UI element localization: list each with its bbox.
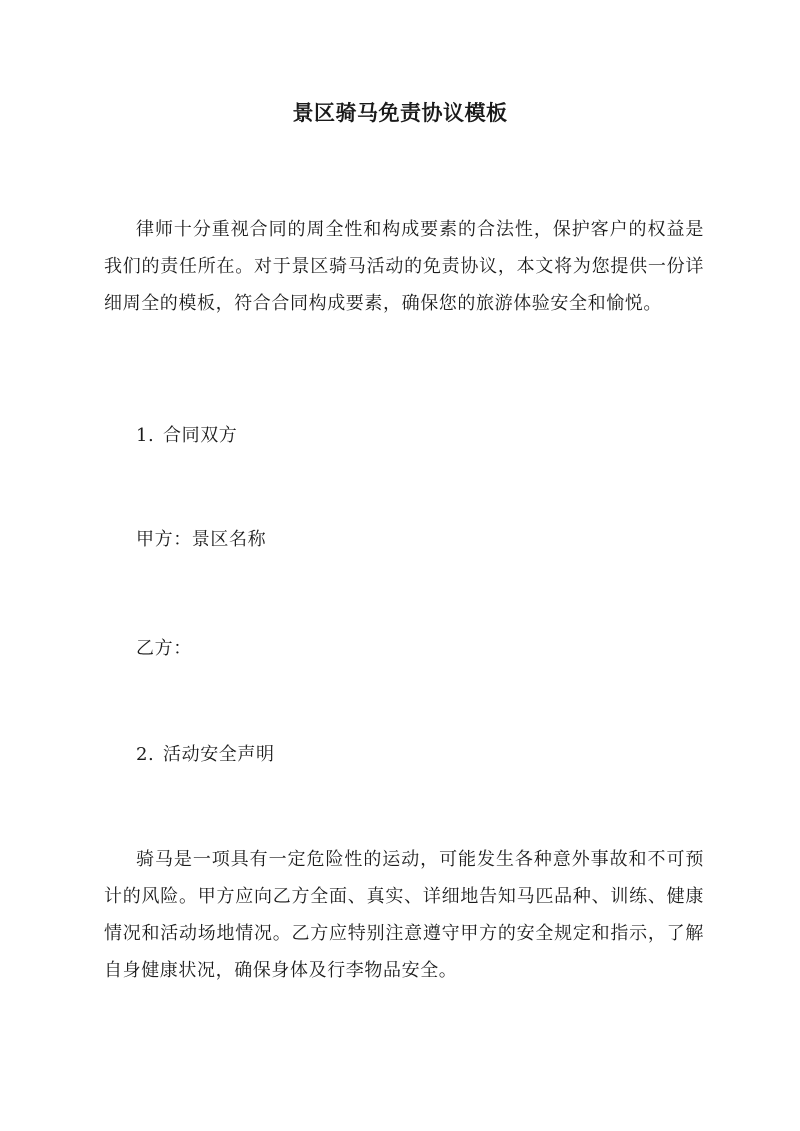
document-title: 景区骑马免责协议模板 xyxy=(292,100,508,125)
section-1-heading xyxy=(136,421,237,451)
safety-paragraph: 骑马是一项具有一定危险性的运动，可能发生各种意外事故和不可预计的风险。甲方应向乙方全面、真实、详细地告知马匹品种、训练、健康情况和活动场地情况。乙方应特别注意遵守甲方的安全规定和指示，了解自身健康状况，确保身体及行李物品安全。 xyxy=(104,849,704,981)
section-2-heading xyxy=(136,740,275,770)
section-1-title: 合同双方 xyxy=(163,425,238,446)
intro-paragraph: 律师十分重视合同的周全性和构成要素的合法性，保护客户的权益是我们的责任所在。对于景区骑马活动的免责协议，本文将为您提供一份详细周全的模板，符合合同构成要素，确保您的旅游体验安全和愉悦。 xyxy=(104,219,704,314)
party-a-line: 甲方：景区名称 xyxy=(136,529,267,550)
section-2-title: 活动安全声明 xyxy=(163,744,275,765)
section-1-number: 1. xyxy=(136,425,155,446)
party-b-line: 乙方： xyxy=(136,638,192,659)
section-2-number: 2. xyxy=(136,744,155,765)
